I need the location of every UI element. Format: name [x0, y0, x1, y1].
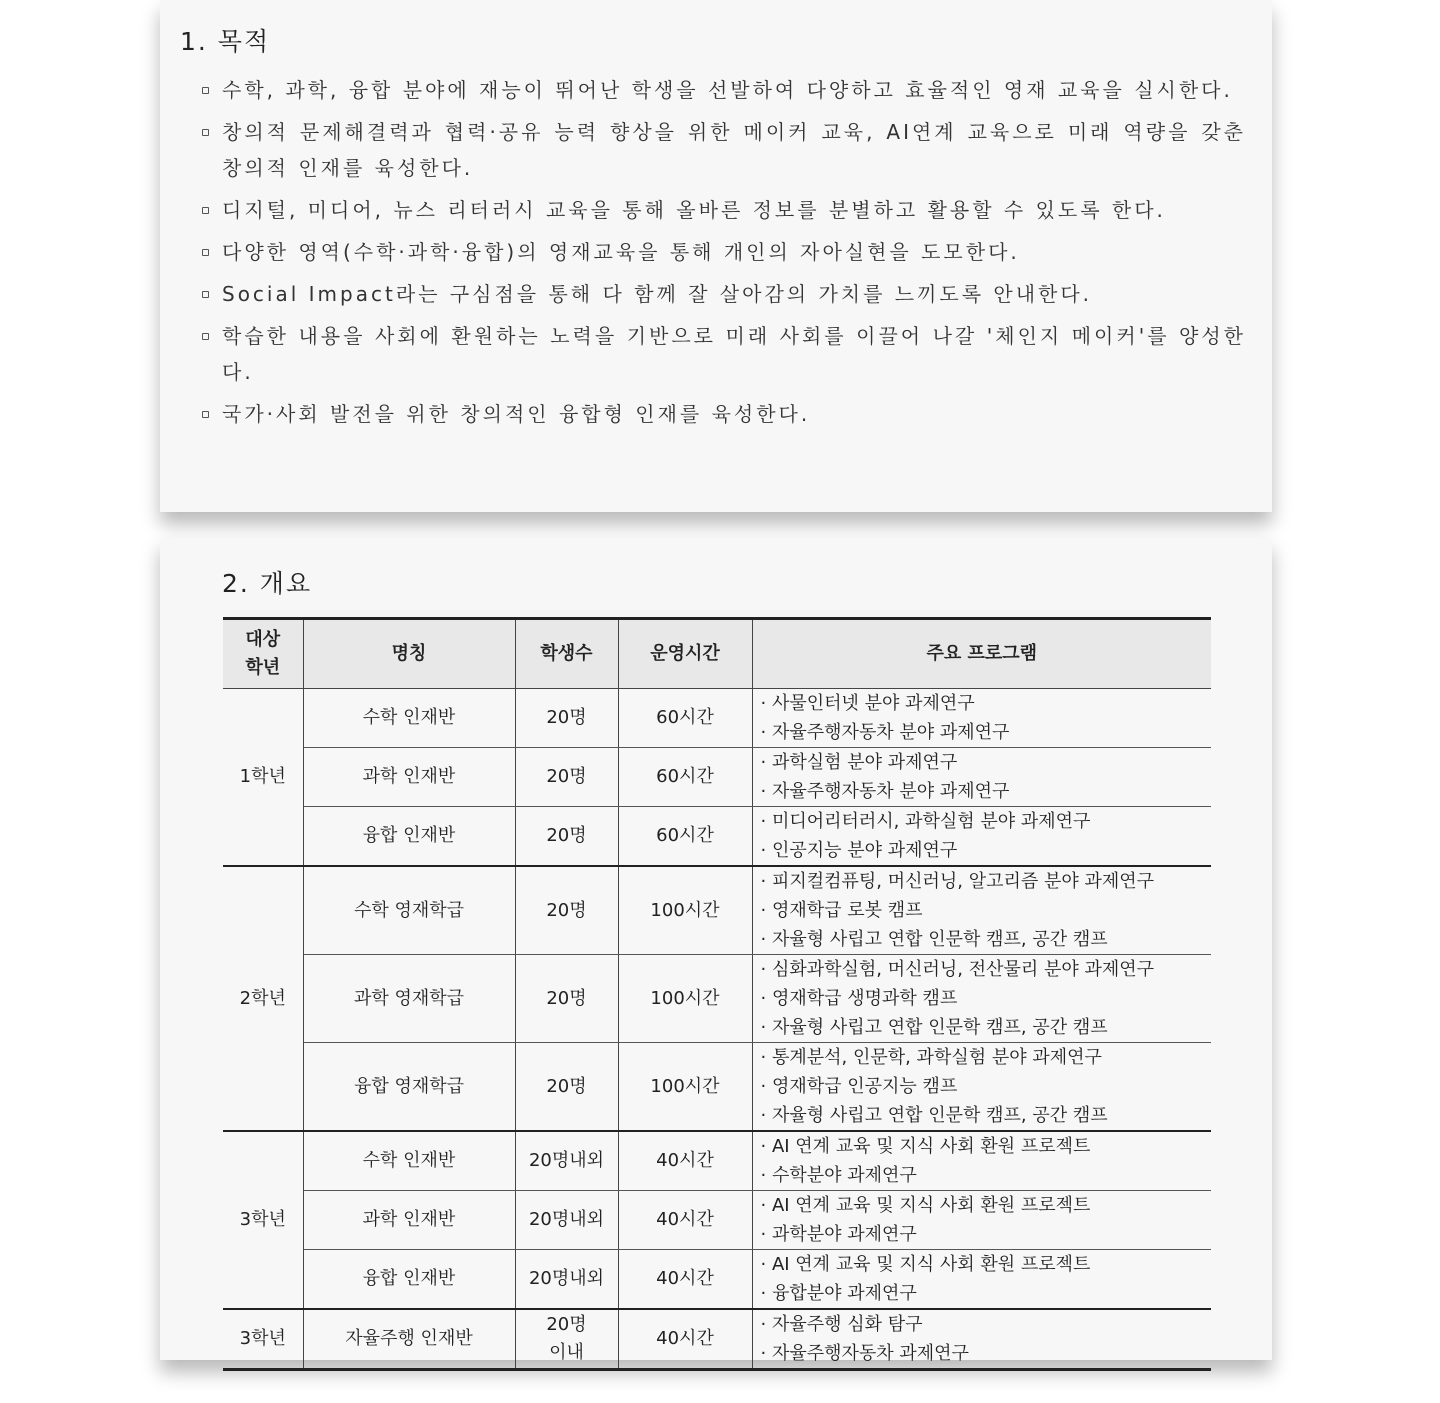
hours-cell: 60시간 [618, 689, 752, 748]
students-cell: 20명 [515, 748, 618, 807]
program-cell [752, 1191, 1211, 1250]
program-item: · 피지컬컴퓨팅, 머신러닝, 알고리즘 분야 과제연구 [761, 867, 1212, 896]
program-item: · 융합분야 과제연구 [761, 1279, 1212, 1308]
hours-cell: 60시간 [618, 748, 752, 807]
header-grade [223, 619, 303, 689]
name-cell: 수학 인재반 [303, 1131, 515, 1191]
program-cell [752, 1309, 1211, 1370]
purpose-item: 디지털, 미디어, 뉴스 리터러시 교육을 통해 올바른 정보를 분별하고 활용할 수 있도록 한다. [202, 192, 1246, 228]
program-item: · 사물인터넷 분야 과제연구 [761, 689, 1212, 718]
program-item: · 영재학급 로봇 캠프 [761, 896, 1212, 925]
program-item: · 통계분석, 인문학, 과학실험 분야 과제연구 [761, 1043, 1212, 1072]
purpose-item: 수학, 과학, 융합 분야에 재능이 뛰어난 학생을 선발하여 다양하고 효율적인 영재 교육을 실시한다. [202, 72, 1246, 108]
overview-table [223, 617, 1211, 1371]
table-row [223, 1043, 1211, 1132]
header-hours: 운영시간 [618, 619, 752, 689]
program-item: · 자율주행자동차 분야 과제연구 [761, 777, 1212, 806]
program-item: · 수학분야 과제연구 [761, 1161, 1212, 1190]
header-program: 주요 프로그램 [752, 619, 1211, 689]
table-row [223, 1309, 1211, 1370]
purpose-item: 창의적 문제해결력과 협력·공유 능력 향상을 위한 메이커 교육, AI연계 교육으로 미래 역량을 갖춘 창의적 인재를 육성한다. [202, 114, 1246, 186]
program-item: · AI 연계 교육 및 지식 사회 환원 프로젝트 [761, 1191, 1212, 1220]
hours-cell: 40시간 [618, 1309, 752, 1370]
table-row [223, 748, 1211, 807]
program-cell [752, 866, 1211, 955]
hours-cell: 40시간 [618, 1250, 752, 1310]
students-cell: 20명 [515, 866, 618, 955]
grade-cell: 3학년 [223, 1131, 303, 1309]
name-cell: 자율주행 인재반 [303, 1309, 515, 1370]
program-cell [752, 1250, 1211, 1310]
table-row [223, 1191, 1211, 1250]
program-item: · 자율주행 심화 탐구 [761, 1310, 1212, 1339]
table-body [223, 689, 1211, 1370]
grade-cell: 3학년 [223, 1309, 303, 1370]
students-cell: 20명내외 [515, 1250, 618, 1310]
students-cell: 20명 이내 [515, 1309, 618, 1370]
name-cell: 수학 인재반 [303, 689, 515, 748]
hours-cell: 100시간 [618, 1043, 752, 1132]
program-item: · 자율주행자동차 과제연구 [761, 1339, 1212, 1368]
name-cell: 수학 영재학급 [303, 866, 515, 955]
program-item: · 자율주행자동차 분야 과제연구 [761, 718, 1212, 747]
header-name: 명칭 [303, 619, 515, 689]
program-item: · AI 연계 교육 및 지식 사회 환원 프로젝트 [761, 1132, 1212, 1161]
name-cell: 과학 인재반 [303, 1191, 515, 1250]
students-cell: 20명 [515, 955, 618, 1043]
purpose-list [202, 72, 1246, 438]
header-grade-line1: 대상 [245, 629, 281, 650]
students-cell: 20명 [515, 807, 618, 867]
program-item: · 자율형 사립고 연합 인문학 캠프, 공간 캠프 [761, 1013, 1212, 1042]
name-cell: 융합 인재반 [303, 807, 515, 867]
table-header-row [223, 619, 1211, 689]
students-cell: 20명내외 [515, 1191, 618, 1250]
program-item: · 과학실험 분야 과제연구 [761, 748, 1212, 777]
students-cell: 20명 [515, 689, 618, 748]
program-item: · 영재학급 생명과학 캠프 [761, 984, 1212, 1013]
table-row [223, 689, 1211, 748]
table-row [223, 955, 1211, 1043]
hours-cell: 60시간 [618, 807, 752, 867]
table-row [223, 1131, 1211, 1191]
program-cell [752, 955, 1211, 1043]
header-students: 학생수 [515, 619, 618, 689]
purpose-item: Social Impact라는 구심점을 통해 다 함께 잘 살아감의 가치를 느끼도록 안내한다. [202, 276, 1246, 312]
purpose-section [160, 0, 1272, 512]
program-item: · AI 연계 교육 및 지식 사회 환원 프로젝트 [761, 1250, 1212, 1279]
name-cell: 과학 인재반 [303, 748, 515, 807]
program-item: · 미디어리터러시, 과학실험 분야 과제연구 [761, 807, 1212, 836]
program-item: · 자율형 사립고 연합 인문학 캠프, 공간 캠프 [761, 1101, 1212, 1130]
hours-cell: 40시간 [618, 1131, 752, 1191]
program-cell [752, 748, 1211, 807]
program-item: · 영재학급 인공지능 캠프 [761, 1072, 1212, 1101]
program-cell [752, 807, 1211, 867]
purpose-title: 1. 목적 [180, 27, 271, 56]
overview-title: 2. 개요 [222, 569, 313, 598]
students-cell: 20명내외 [515, 1131, 618, 1191]
name-cell: 융합 인재반 [303, 1250, 515, 1310]
hours-cell: 100시간 [618, 866, 752, 955]
purpose-item: 다양한 영역(수학·과학·융합)의 영재교육을 통해 개인의 자아실현을 도모한다. [202, 234, 1246, 270]
program-item: · 심화과학실험, 머신러닝, 전산물리 분야 과제연구 [761, 955, 1212, 984]
purpose-item: 학습한 내용을 사회에 환원하는 노력을 기반으로 미래 사회를 이끌어 나갈 '체인지 메이커'를 양성한다. [202, 318, 1246, 390]
program-item: · 자율형 사립고 연합 인문학 캠프, 공간 캠프 [761, 925, 1212, 954]
header-grade-line2: 학년 [245, 657, 281, 678]
program-cell [752, 689, 1211, 748]
program-cell [752, 1131, 1211, 1191]
grade-cell: 2학년 [223, 866, 303, 1131]
table-row [223, 866, 1211, 955]
program-item: · 과학분야 과제연구 [761, 1220, 1212, 1249]
students-cell: 20명 [515, 1043, 618, 1132]
program-cell [752, 1043, 1211, 1132]
name-cell: 과학 영재학급 [303, 955, 515, 1043]
overview-section [160, 538, 1272, 1364]
name-cell: 융합 영재학급 [303, 1043, 515, 1132]
purpose-item: 국가·사회 발전을 위한 창의적인 융합형 인재를 육성한다. [202, 396, 1246, 432]
grade-cell: 1학년 [223, 689, 303, 867]
program-item: · 인공지능 분야 과제연구 [761, 836, 1212, 865]
table-row [223, 807, 1211, 867]
hours-cell: 40시간 [618, 1191, 752, 1250]
hours-cell: 100시간 [618, 955, 752, 1043]
table-row [223, 1250, 1211, 1310]
